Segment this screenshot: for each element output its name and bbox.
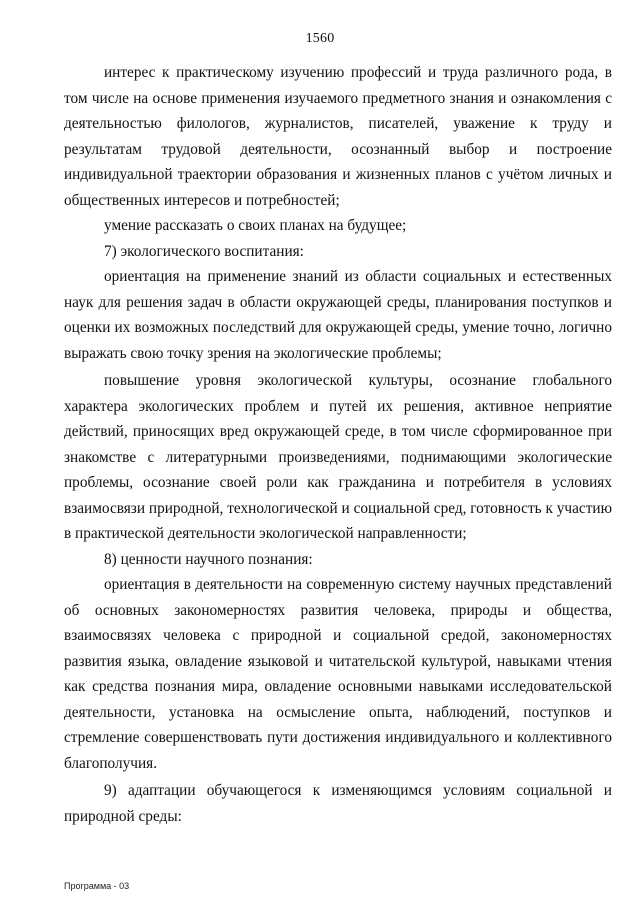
paragraph-scientific-orientation: ориентация в деятельности на современную систему научных представлений об основных закономерностях развития человека, природы и общества, взаимосвязях человека с природной и социальной средой, закономерностях развития языка, овладение языковой и читательской культурой, навыками чтения как средства познания мира, овладение основными навыками исследовательской деятельности, установка на осмысление опыта, наблюдений, поступков и стремление совершенствовать пути достижения индивидуального и коллективного благополучия.: [64, 576, 612, 772]
section-heading-ecological: 7) экологического воспитания:: [104, 242, 304, 260]
paragraph-ecological-culture: повышение уровня экологической культуры, осознание глобального характера экологических проблем и путей их решения, активное неприятие действий, приносящих вред окружающей среде, в том числе сформированное при знакомстве с литературными произведениями, поднимающими экологические проблемы, осознание своей роли как гражданина и потребителя в условиях взаимосвязи природной, технологической и социальной сред, готовность к участию в практической деятельности экологической направленности;: [64, 372, 612, 542]
paragraph-career-interest: интерес к практическому изучению профессий и труда различного рода, в том числе на основе применения изучаемого предметного знания и ознакомления с деятельностью филологов, журналистов, писателей, уважение к труду и результатам трудовой деятельности, осознанный выбор и построение индивидуальной траектории образования и жизненных планов с учётом личных и общественных интересов и потребностей;: [64, 64, 612, 209]
paragraph-ecological-orientation: ориентация на применение знаний из области социальных и естественных наук для решения задач в области окружающей среды, планирования поступков и оценки их возможных последствий для окружающей среды, умение точно, логично выражать свою точку зрения на экологические проблемы;: [64, 268, 612, 362]
document-body: [64, 60, 612, 829]
section-heading-scientific: 8) ценности научного познания:: [104, 550, 313, 568]
section-heading-adaptation: 9) адаптации обучающегося к изменяющимся условиям социальной и природной среды:: [64, 782, 612, 825]
paragraph-future-plans: умение рассказать о своих планах на будущее;: [104, 217, 407, 234]
footer-label: Программа - 03: [64, 881, 130, 891]
page-number: 1560: [305, 31, 335, 46]
